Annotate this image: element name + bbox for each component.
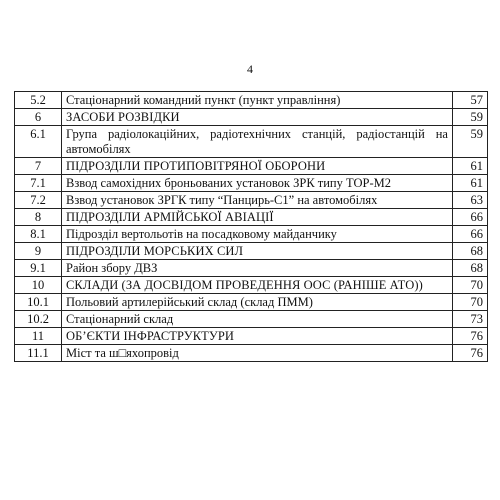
table-row	[15, 92, 488, 109]
table-row	[15, 109, 488, 126]
section-title: Стаціонарний командний пункт (пункт управління)	[62, 92, 453, 109]
section-title: Група радіолокаційних, радіотехнічних станцій, радіостанцій на автомобілях	[62, 126, 453, 158]
page-ref: 59	[453, 109, 488, 126]
section-title: Район збору ДВЗ	[62, 260, 453, 277]
table-row	[15, 158, 488, 175]
section-title: Взвод установок ЗРГК типу “Панцирь-С1” на автомобілях	[62, 192, 453, 209]
table-row	[15, 226, 488, 243]
section-title: Стаціонарний склад	[62, 311, 453, 328]
page-ref: 70	[453, 277, 488, 294]
section-number: 10.1	[15, 294, 62, 311]
section-number: 6	[15, 109, 62, 126]
section-number: 8	[15, 209, 62, 226]
page-ref: 59	[453, 126, 488, 158]
section-title: ПІДРОЗДІЛИ ПРОТИПОВІТРЯНОЇ ОБОРОНИ	[62, 158, 453, 175]
table-row	[15, 243, 488, 260]
table-row	[15, 277, 488, 294]
page-ref: 66	[453, 226, 488, 243]
page-number: 4	[247, 62, 253, 76]
section-number: 7.1	[15, 175, 62, 192]
section-title: ПІДРОЗДІЛИ АРМІЙСЬКОЇ АВІАЦІЇ	[62, 209, 453, 226]
section-title: СКЛАДИ (ЗА ДОСВІДОМ ПРОВЕДЕННЯ ООС (РАНІШЕ АТО))	[62, 277, 453, 294]
table-row	[15, 294, 488, 311]
page-ref: 61	[453, 175, 488, 192]
page-ref: 76	[453, 345, 488, 362]
section-number: 11.1	[15, 345, 62, 362]
table-of-contents	[14, 91, 488, 362]
page-ref: 63	[453, 192, 488, 209]
section-number: 6.1	[15, 126, 62, 158]
table-row	[15, 209, 488, 226]
section-number: 7.2	[15, 192, 62, 209]
section-title: Взвод самохідних броньованих установок ЗРК типу ТОР-М2	[62, 175, 453, 192]
table-row	[15, 175, 488, 192]
table-row	[15, 260, 488, 277]
table-row	[15, 345, 488, 362]
page-ref: 68	[453, 243, 488, 260]
section-title: Польовий артилерійський склад (склад ПММ)	[62, 294, 453, 311]
page-ref: 66	[453, 209, 488, 226]
section-number: 9	[15, 243, 62, 260]
section-title: ПІДРОЗДІЛИ МОРСЬКИХ СИЛ	[62, 243, 453, 260]
page-ref: 76	[453, 328, 488, 345]
section-number: 11	[15, 328, 62, 345]
section-number: 10	[15, 277, 62, 294]
section-number: 10.2	[15, 311, 62, 328]
section-number: 5.2	[15, 92, 62, 109]
page-ref: 61	[453, 158, 488, 175]
section-title: Міст та ш□яхопровід	[62, 345, 453, 362]
section-number: 8.1	[15, 226, 62, 243]
section-title: ЗАСОБИ РОЗВІДКИ	[62, 109, 453, 126]
table-row	[15, 311, 488, 328]
page-ref: 73	[453, 311, 488, 328]
table-row	[15, 192, 488, 209]
section-title: Підрозділ вертольотів на посадковому майданчику	[62, 226, 453, 243]
page-ref: 68	[453, 260, 488, 277]
page-ref: 70	[453, 294, 488, 311]
section-number: 7	[15, 158, 62, 175]
page-ref: 57	[453, 92, 488, 109]
table-row	[15, 126, 488, 158]
section-number: 9.1	[15, 260, 62, 277]
table-row	[15, 328, 488, 345]
section-title: ОБ’ЄКТИ ІНФРАСТРУКТУРИ	[62, 328, 453, 345]
